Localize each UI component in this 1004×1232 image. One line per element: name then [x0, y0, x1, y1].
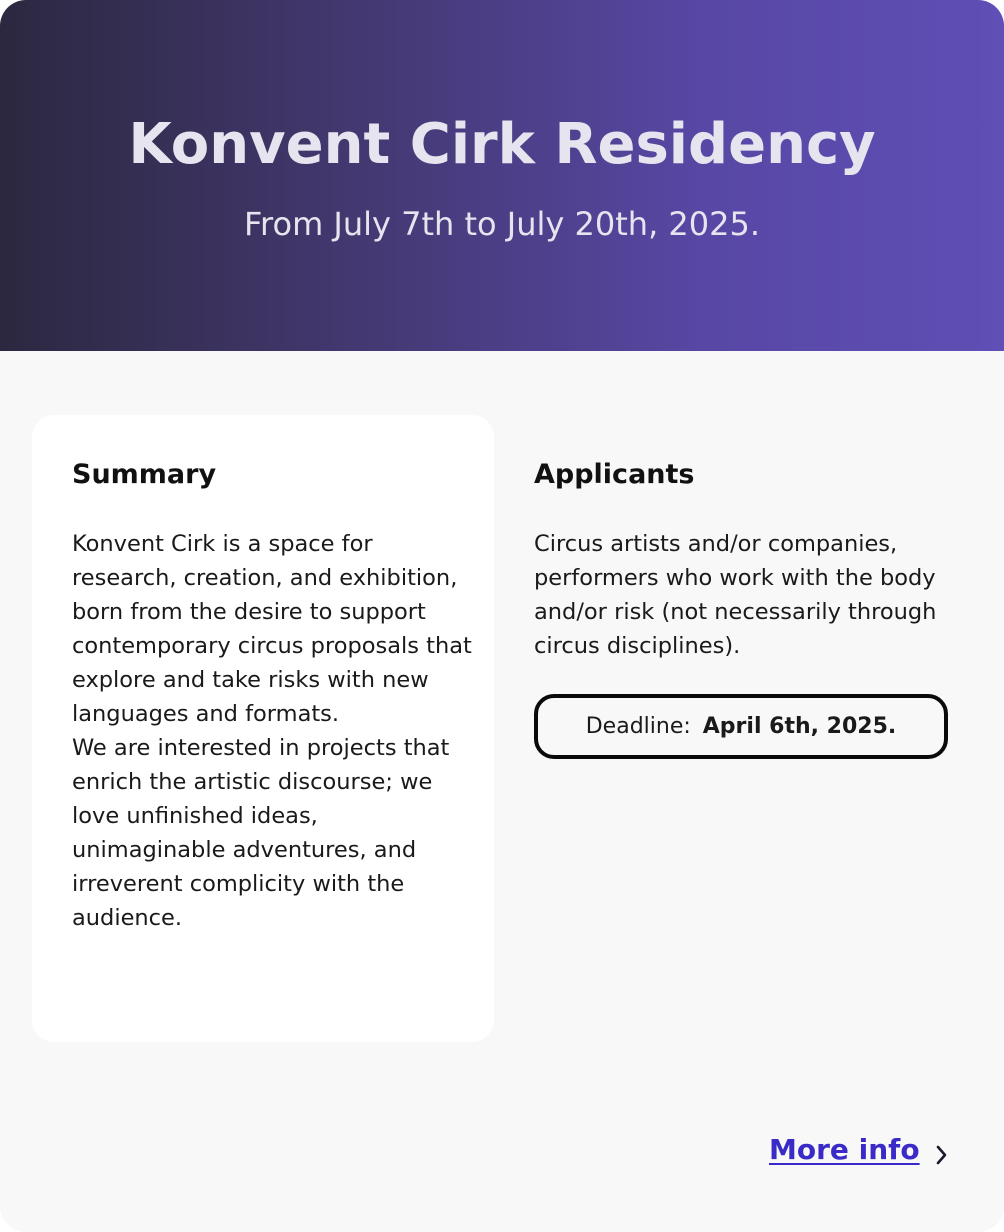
- hero-subtitle: From July 7th to July 20th, 2025.: [243, 205, 761, 243]
- summary-box: [32, 415, 494, 1042]
- summary-paragraph-1: Konvent Cirk is a space for research, creation, and exhibition, born from the desire to support contemporary circus proposals that explore and take risks with new languages and formats.: [72, 531, 472, 727]
- more-info-label[interactable]: More info: [769, 1133, 920, 1166]
- deadline-date: April 6th, 2025.: [702, 714, 897, 739]
- applicants-text: Circus artists and/or companies, performers who work with the body and/or risk (not necessarily through circus disciplines).: [534, 531, 937, 659]
- summary-paragraph-2: We are interested in projects that enrich the artistic discourse; we love unfinished ideas, unimaginable adventures, and irreverent complicity with the audience.: [72, 735, 450, 931]
- hero-banner: [0, 0, 1004, 351]
- deadline-badge: [534, 694, 948, 759]
- deadline-label: Deadline:: [585, 714, 691, 739]
- summary-heading: Summary: [72, 459, 217, 490]
- summary-text: [72, 527, 472, 935]
- hero-title: Konvent Cirk Residency: [128, 112, 876, 177]
- applicants-heading: Applicants: [534, 459, 695, 490]
- more-info-link[interactable]: [769, 1130, 954, 1170]
- chevron-right-icon[interactable]: [930, 1143, 954, 1167]
